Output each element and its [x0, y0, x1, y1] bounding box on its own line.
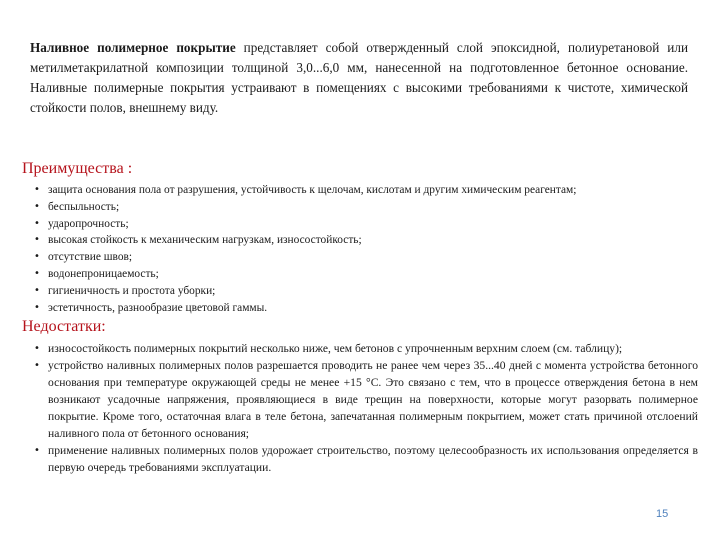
list-item: • гигиеничность и простота уборки;: [30, 283, 702, 300]
bullet-icon: •: [34, 301, 40, 313]
list-item: • эстетичность, разнообразие цветовой гаммы.: [30, 300, 702, 317]
advantages-list: [30, 182, 702, 316]
bullet-icon: •: [34, 343, 40, 354]
disadvantages-list: [30, 340, 698, 476]
intro-lead: Наливное полимерное покрытие: [30, 40, 236, 55]
disadvantages-title: Недостатки:: [22, 318, 106, 335]
bullet-icon: •: [34, 360, 40, 371]
list-item: • защита основания пола от разрушения, устойчивость к щелочам, кислотам и другим химическим реагентам;: [30, 182, 702, 199]
bullet-icon: •: [34, 184, 40, 195]
list-item: • ударопрочность;: [30, 216, 702, 233]
list-item: • износостойкость полимерных покрытий несколько ниже, чем бетонов с упрочненным верхним слоем (см. таблицу);: [30, 340, 698, 357]
bullet-icon: •: [34, 234, 40, 246]
intro-text: представляет собой отвержденный слой эпоксидной, полиуретановой или метилметакрилатной композиции толщиной 3,0...6,0 мм, нанесенной на подготовленное бетонное основание. Наливные полимерные покрытия устраивают в помещениях с высокими требованиями к чистоте, химической стойкости полов, внешнему виду.: [30, 40, 689, 115]
bullet-icon: •: [34, 267, 40, 279]
list-item: • водонепроницаемость;: [30, 266, 702, 283]
list-item: • применение наливных полимерных полов удорожает строительство, поэтому целесообразность их использования определяется в первую очередь требованиями эксплуатации.: [30, 442, 698, 476]
bullet-icon: •: [34, 200, 40, 212]
bullet-icon: •: [34, 251, 40, 263]
list-item: • устройство наливных полимерных полов разрешается проводить не ранее чем через 35...40 дней с момента устройства бетонного основания при температуре окружающей среды не менее +15 °С. Это связано с тем, что в процессе отверждения бетона в нем возникают усадочные напряжения, проявляющиеся в виде трещин на поверхности, которые могут разорвать полимерное покрытие. Кроме того, остаточная влага в теле бетона, запечатанная полимерным покрытием, может стать причиной отслоений наливного пола от бетонного основания;: [30, 357, 698, 442]
intro-paragraph: [30, 38, 688, 118]
list-item: • высокая стойкость к механическим нагрузкам, износостойкость;: [30, 232, 702, 249]
advantages-title: Преимущества :: [22, 160, 133, 177]
list-item: • отсутствие швов;: [30, 249, 702, 266]
list-item: • беспыльность;: [30, 199, 702, 216]
bullet-icon: •: [34, 445, 40, 456]
bullet-icon: •: [34, 284, 40, 296]
bullet-icon: •: [34, 217, 40, 229]
page-number: 15: [656, 508, 669, 520]
